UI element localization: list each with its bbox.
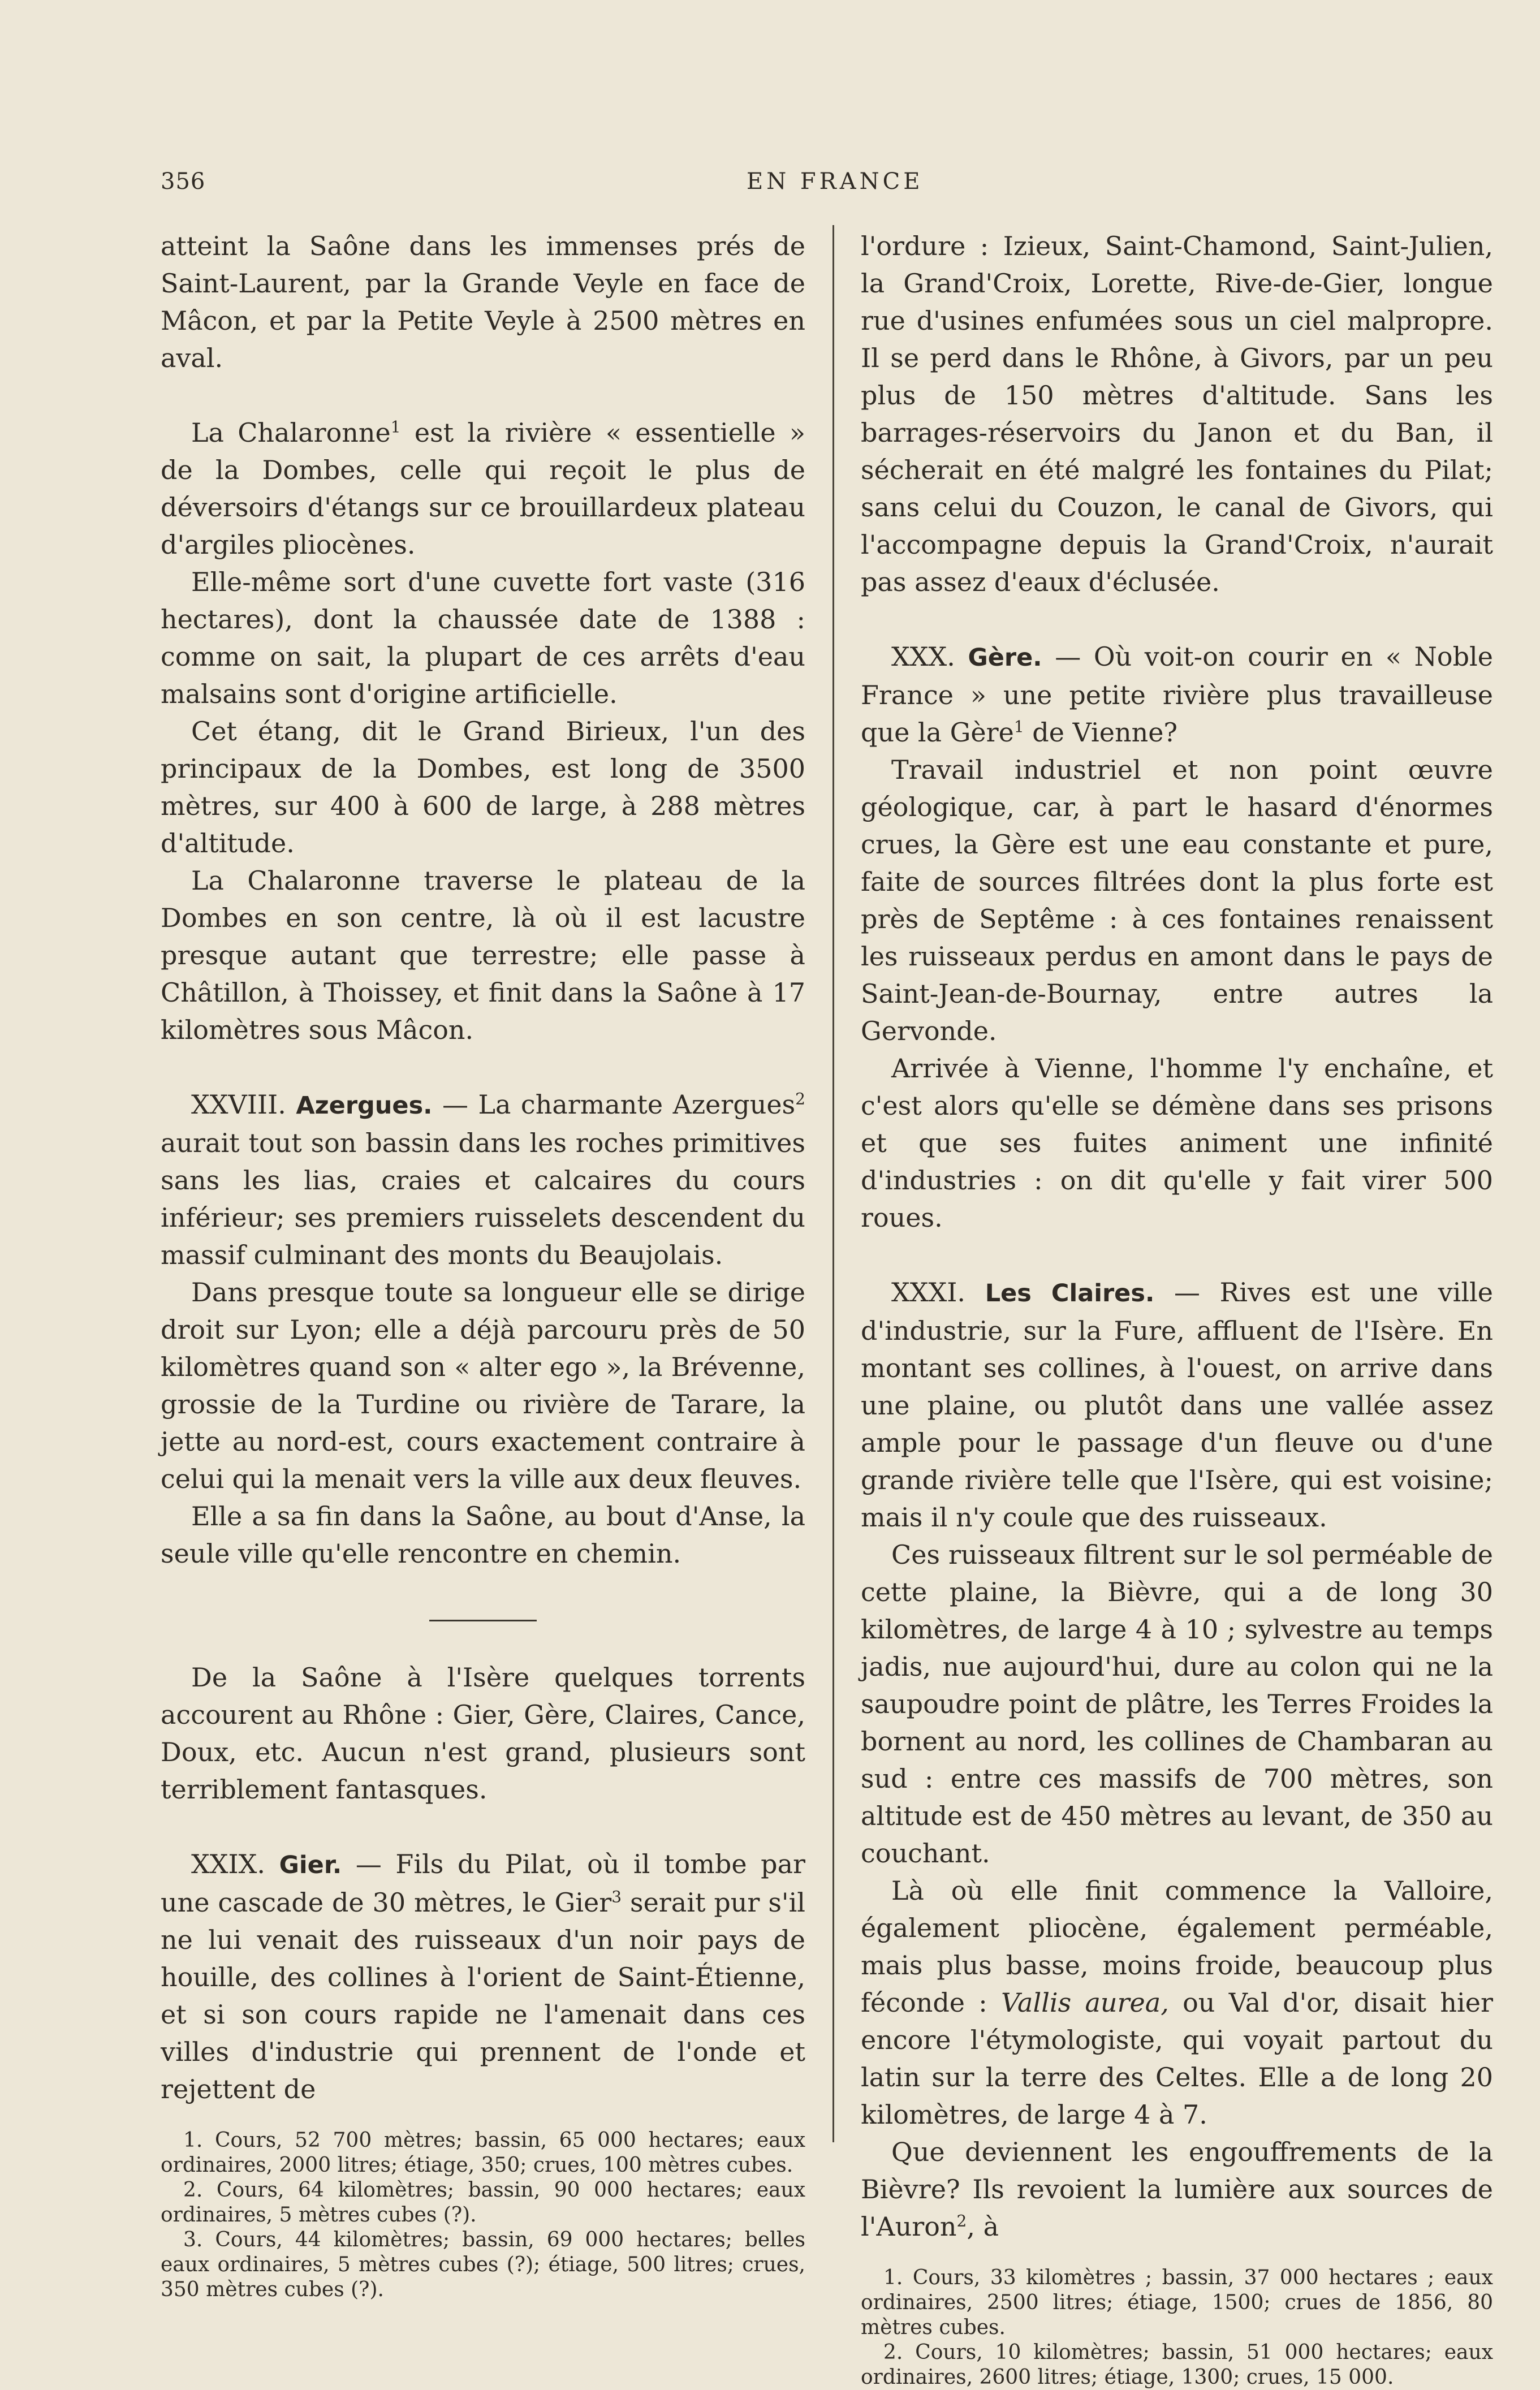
paragraph — [861, 1872, 1493, 2133]
footnotes — [161, 2128, 805, 2302]
paragraph: Ces ruisseaux filtrent sur le sol perméable de cette plaine, la Bièvre, qui a de long 30 kilomètres, de large 4 à 10 ; sylvestre au temps jadis, nue aujourd'hui, dure au colon qui ne la saupoudre point de plâtre, les Terres Froides la bornent au nord, les collines de Chambaran au sud : entre ces massifs de 700 mètres, son altitude est de 450 mètres au levant, de 350 au couchant. — [861, 1539, 1493, 1869]
paragraph — [861, 2133, 1493, 2245]
paragraph: Cet étang, dit le Grand Birieux, l'un des principaux de la Dombes, est long de 3500 mètres, sur 400 à 600 de large, à 288 mètres d'altitude. — [161, 716, 805, 858]
paragraph: De la Saône à l'Isère quelques torrents accourent au Rhône : Gier, Gère, Claires, Cance, Doux, etc. Aucun n'est grand, plusieurs sont terriblement fantasques. — [161, 1662, 805, 1805]
footnote-marker: 1 — [1013, 717, 1024, 736]
footnote: 2. Cours, 64 kilomètres; bassin, 90 000 hectares; eaux ordinaires, 5 mètres cubes (?). — [161, 2178, 805, 2227]
footnote-marker: 2 — [795, 1089, 805, 1108]
footnote: 1. Cours, 52 700 mètres; bassin, 65 000 hectares; eaux ordinaires, 2000 litres; étiage, 350; crues, 100 mètres cubes. — [161, 2129, 805, 2177]
footnote-marker: 1 — [390, 417, 401, 437]
text-run: est la rivière « essentielle » de la Dombes, celle qui reçoit le plus de déversoirs d'étangs sur ce brouillardeux plateau d'argiles pliocènes. — [161, 417, 805, 560]
paragraph: Elle-même sort d'une cuvette fort vaste (316 hectares), dont la chaussée date de 1388 : comme on sait, la plupart de ces arrêts d'eau malsains sont d'origine artificielle. — [161, 567, 805, 709]
section-number: XXXI. — [891, 1277, 985, 1308]
section-heading: Gère. — [968, 644, 1042, 672]
paragraph: Elle a sa fin dans la Saône, au bout d'Anse, la seule ville qu'elle rencontre en chemin. — [161, 1501, 805, 1569]
paragraph: l'ordure : Izieux, Saint-Chamond, Saint-Julien, la Grand'Croix, Lorette, Rive-de-Gier, longue rue d'usines enfumées sous un ciel malpropre. Il se perd dans le Rhône, à Givors, par un peu plus de 150 mètres d'altitude. Sans les barrages-réservoirs du Janon et du Ban, il sécherait en été malgré les fontaines du Pilat; sans celui du Couzon, le canal de Givors, qui l'accompagne depuis la Grand'Croix, n'aurait pas assez d'eaux d'éclusée. — [861, 231, 1493, 597]
section-heading: Gier. — [279, 1851, 342, 1879]
section-number: XXVIII. — [191, 1089, 296, 1120]
running-head: EN FRANCE — [747, 169, 924, 195]
text-run: — Rives est une ville d'industrie, sur la Fure, affluent de l'Isère. En montant ses collines, à l'ouest, on arrive dans une plaine, ou plutôt dans une vallée assez ample pour le passage d'un fleuve ou d'une grande rivière telle que l'Isère, qui est voisine; mais il n'y coule que des ruisseaux. — [861, 1277, 1493, 1533]
paragraph: atteint la Saône dans les immenses prés de Saint-Laurent, par la Grande Veyle en face de Mâcon, et par la Petite Veyle à 2500 mètres en aval. — [161, 231, 805, 373]
text-run: — Fils du Pilat, où il tombe par une cascade de 30 mètres, le Gier — [161, 1849, 805, 1918]
text-run: , à — [967, 2211, 999, 2242]
text-run: aurait tout son bassin dans les roches primitives sans les lias, craies et calcaires du cours inférieur; ses premiers ruisselets descendent du massif culminant des monts du Beaujolais. — [161, 1128, 805, 1270]
paragraph: La Chalaronne traverse le plateau de la Dombes en son centre, là où il est lacustre presque autant que terrestre; elle passe à Châtillon, à Thoissey, et finit dans la Saône à 17 kilomètres sous Mâcon. — [161, 865, 805, 1045]
latin-phrase: Vallis aurea, — [1001, 1987, 1169, 2018]
section-number: XXIX. — [191, 1849, 279, 1879]
text-run: — La charmante Azergues — [432, 1089, 796, 1120]
column-rule — [832, 225, 834, 2142]
page-number: 356 — [161, 169, 206, 195]
section-paragraph — [161, 1845, 805, 2108]
section-divider — [429, 1620, 537, 1621]
text-run: Que deviennent les engouffrements de la Bièvre? Ils revoient la lumière aux sources de l'Auron — [861, 2137, 1493, 2242]
section-heading: Azergues. — [296, 1092, 433, 1120]
paragraph: Arrivée à Vienne, l'homme l'y enchaîne, et c'est alors qu'elle se démène dans ses prisons et que ses fuites animent une infinité d'industries : on dit qu'elle y fait virer 500 roues. — [861, 1053, 1493, 1233]
page-header — [0, 169, 1540, 202]
text-run: — Où voit-on courir en « Noble France » une petite rivière plus travailleuse que la Gère — [861, 641, 1493, 748]
footnote: 2. Cours, 10 kilomètres; bassin, 51 000 hectares; eaux ordinaires, 2600 litres; étiage, 1300; crues, 15 000. — [861, 2341, 1493, 2389]
text-run: serait pur s'il ne lui venait des ruisseaux d'un noir pays de houille, des collines à l'orient de Saint-Étienne, et si son cours rapide ne l'amenait dans ces villes d'industrie qui prennent de l'onde et rejettent de — [161, 1887, 806, 2104]
left-column — [161, 227, 805, 2302]
section-paragraph — [161, 1086, 805, 1274]
footnotes — [861, 2266, 1493, 2390]
right-column — [861, 227, 1493, 2390]
text-run: de Vienne? — [1024, 717, 1178, 748]
footnote: 3. Cours, 44 kilomètres; bassin, 69 000 hectares; belles eaux ordinaires, 5 mètres cubes (?); étiage, 500 litres; crues, 350 mètres cubes (?). — [161, 2228, 805, 2301]
section-number: XXX. — [891, 641, 968, 672]
footnote: 1. Cours, 33 kilomètres ; bassin, 37 000 hectares ; eaux ordinaires, 2500 litres; étiage, 1500; crues de 1856, 80 mètres cubes. — [861, 2266, 1493, 2339]
text-run: Là où elle finit commence la Valloire, également pliocène, également perméable, mais plus basse, moins froide, beaucoup plus féconde : — [861, 1875, 1493, 2018]
section-paragraph — [861, 1274, 1493, 1536]
paragraph: Travail industriel et non point œuvre géologique, car, à part le hasard d'énormes crues, la Gère est une eau constante et pure, faite de sources filtrées dont la plus forte est près de Septême : à ces fontaines renaissent les ruisseaux perdus en amont dans le pays de Saint-Jean-de-Bournay, entre autres la Gervonde. — [861, 754, 1493, 1046]
paragraph — [161, 414, 805, 563]
text-run: La Chalaronne — [191, 417, 391, 448]
footnote-marker: 2 — [956, 2211, 967, 2231]
text-run: ou Val d'or, disait hier encore l'étymologiste, qui voyait partout du latin sur la terre des Celtes. Elle a de long 20 kilomètres, de large 4 à 7. — [861, 1987, 1493, 2130]
section-heading: Les Claires. — [985, 1279, 1155, 1308]
section-paragraph — [861, 638, 1493, 751]
footnote-marker: 3 — [611, 1887, 622, 1906]
paragraph: Dans presque toute sa longueur elle se dirige droit sur Lyon; elle a déjà parcouru près de 50 kilomètres quand son « alter ego », la Brévenne, grossie de la Turdine ou rivière de Tarare, la jette au nord-est, cours exactement contraire à celui qui la menait vers la ville aux deux fleuves. — [161, 1277, 805, 1494]
